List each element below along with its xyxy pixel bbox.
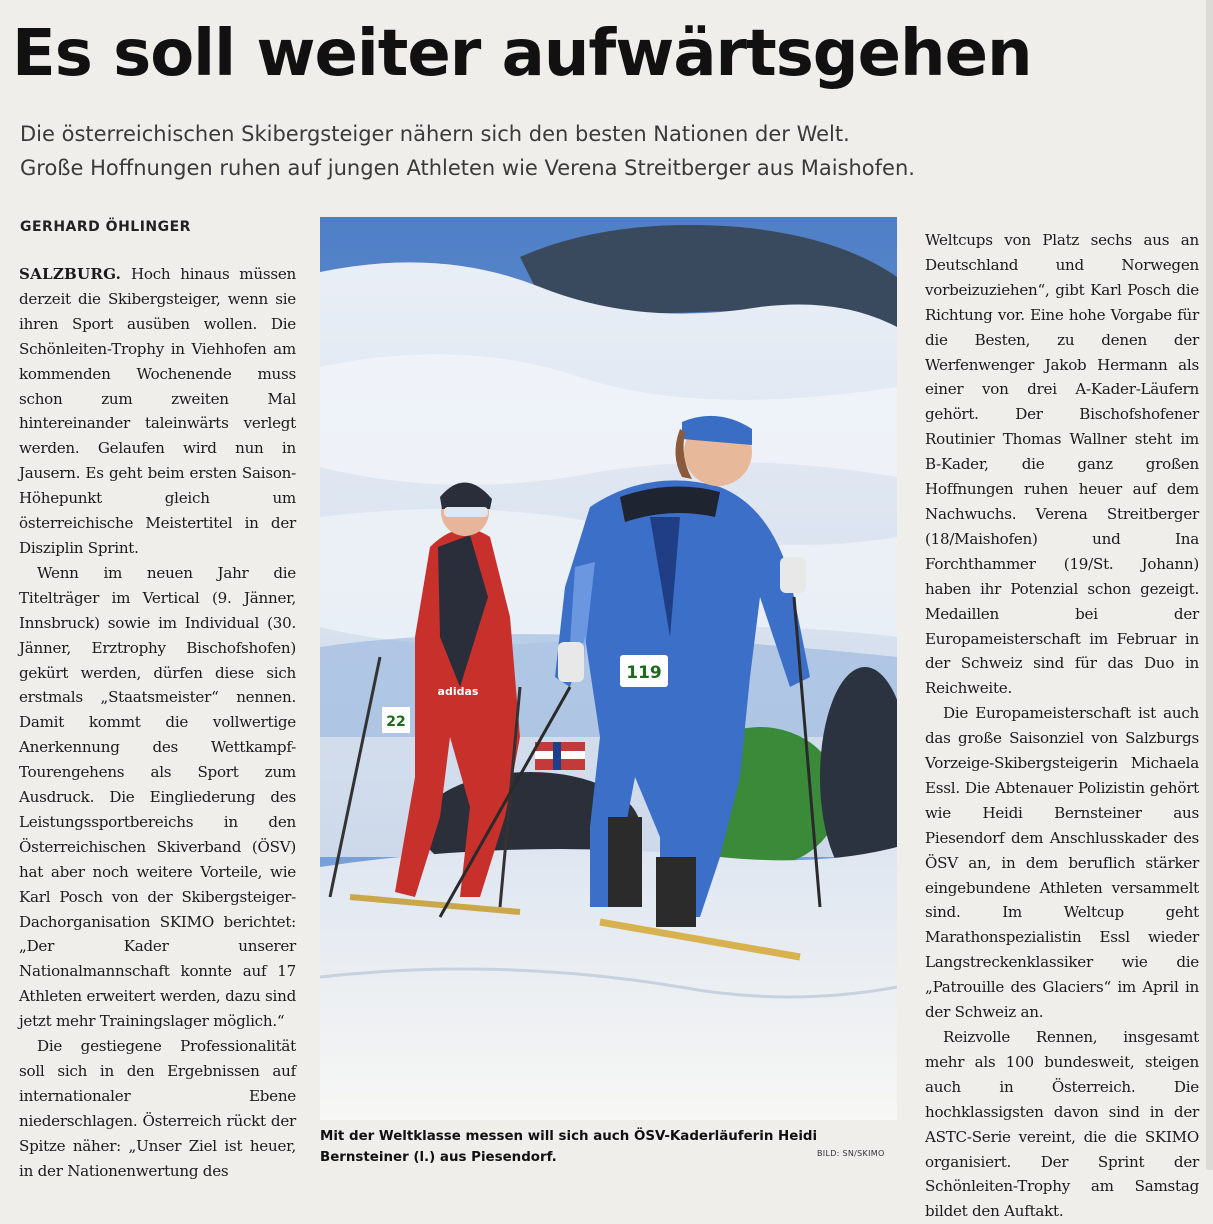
paragraph: Die gestiegene Professionalität soll sich in den Ergebnissen auf internationaler Ebene niederschlagen. Österreich rückt der Spitze näher: „Unser Ziel ist heuer, in der Nationenwertung des (19, 1037, 296, 1180)
paragraph (19, 262, 296, 561)
page-edge (1206, 0, 1213, 1170)
paragraph: Reizvolle Rennen, insgesamt mehr als 100 bundesweit, steigen auch in Österreich. Die hochklassigsten davon sind in der ASTC-Serie vereint, die die SKIMO organisiert. Der Sprint der Schönleiten-Trophy am Samstag bildet den Auftakt. (925, 1028, 1199, 1221)
article-column-left (19, 262, 296, 1184)
photo-credit: BILD: SN/SKIMO (817, 1149, 885, 1158)
bib-number-back: 22 (386, 714, 406, 730)
subheadline (20, 117, 1200, 185)
brand-logo-text: adidas (437, 685, 479, 698)
photo-ski-mountaineering (320, 217, 897, 1120)
caption-line: Bernsteiner (l.) aus Piesendorf. (320, 1150, 557, 1165)
paragraph: Weltcups von Platz sechs aus an Deutschland und Norwegen vorbeizuziehen“, gibt Karl Posch die Richtung vor. Eine hohe Vorgabe für die Besten, zu denen der Werfenwenger Jakob Hermann als einer von drei A-Kader-Läufern gehört. Der Bischofshofener Routinier Thomas Wallner steht im B-Kader, die ganz großen Hoffnungen ruhen heuer auf dem Nachwuchs. Verena Streitberger (18/Maishofen) und Ina Forchthammer (19/St. Johann) haben ihr Potenzial schon gezeigt. Medaillen bei der Europameisterschaft im Februar in der Schweiz sind für das Duo in Reichweite. (925, 231, 1199, 698)
subheadline-line: Große Hoffnungen ruhen auf jungen Athleten wie Verena Streitberger aus Maishofen. (20, 156, 915, 180)
bib-number-front: 119 (626, 663, 662, 683)
photo-illustration (320, 217, 897, 1120)
paragraph-text: Hoch hinaus müssen derzeit die Skibergsteiger, wenn sie ihren Sport ausüben wollen. Die Schönleiten-Trophy in Viehhofen am kommenden Wochenende muss schon zum zweiten Mal hintereinander taleinwärts verlegt werden. Gelaufen wird nun in Jausern. Es geht beim ersten Saison-Höhepunkt gleich um österreichische Meistertitel in der Disziplin Sprint. (19, 265, 296, 557)
author-byline: GERHARD ÖHLINGER (20, 219, 191, 235)
caption-line: Mit der Weltklasse messen will sich auch ÖSV-Kaderläuferin Heidi (320, 1129, 818, 1144)
article-column-right (925, 228, 1199, 1224)
paragraph: Wenn im neuen Jahr die Titelträger im Vertical (9. Jänner, Innsbruck) sowie im Individual (30. Jänner, Erztrophy Bischofshofen) gekürt werden, dürfen diese sich erstmals „Staatsmeister“ nennen. Damit kommt die vollwertige Anerkennung des Wettkampf-Tourengehens als Sport zum Ausdruck. Die Eingliederung des Leistungssportbereichs in den Österreichischen Skiverband (ÖSV) hat aber noch weitere Vorteile, wie Karl Posch von der Skibergsteiger-Dachorganisation SKIMO berichtet: „Der Kader unserer Nationalmannschaft konnte auf 17 Athleten erweitert werden, dazu sind jetzt mehr Trainingslager möglich.“ (19, 563, 296, 1031)
photo-caption (320, 1126, 900, 1168)
dateline: SALZBURG. (19, 265, 122, 283)
subheadline-line: Die österreichischen Skibergsteiger nähern sich den besten Nationen der Welt. (20, 122, 850, 146)
headline: Es soll weiter aufwärtsgehen (12, 17, 1032, 91)
paragraph: Die Europameisterschaft ist auch das große Saisonziel von Salzburgs Vorzeige-Skibergsteigerin Michaela Essl. Die Abtenauer Polizistin gehört wie Heidi Bernsteiner aus Piesendorf dem Anschlusskader des ÖSV an, in dem beruflich stärker eingebundene Athleten versammelt sind. Im Weltcup geht Marathonspezialistin Essl wieder Langstreckenklassiker wie die „Patrouille des Glaciers“ im April in der Schweiz an. (925, 704, 1199, 1022)
